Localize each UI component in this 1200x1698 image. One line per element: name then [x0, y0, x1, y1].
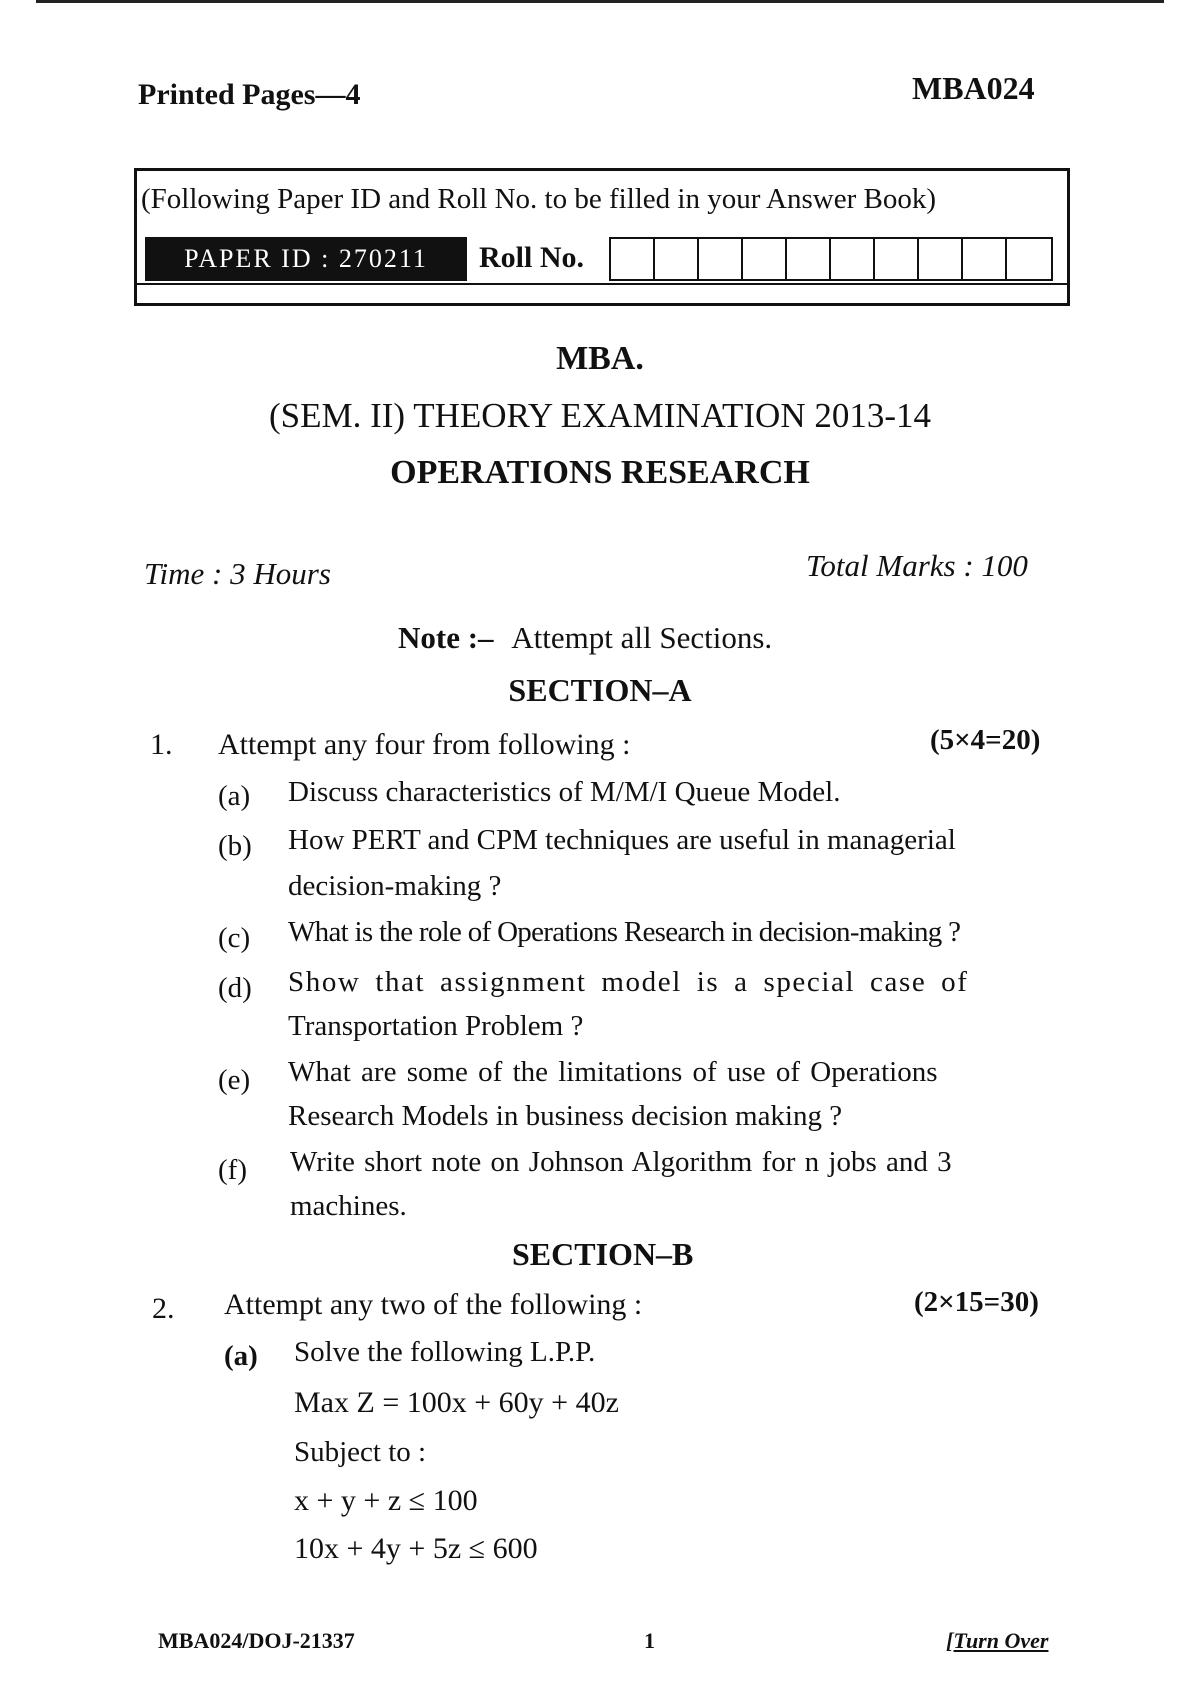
q1-marks: (5×4=20) — [930, 724, 1041, 756]
exam-time: Time : 3 Hours — [144, 556, 331, 591]
paper-id-label: PAPER ID : 270211 — [145, 237, 467, 281]
box-divider — [137, 283, 1067, 285]
q2-number: 2. — [152, 1292, 175, 1325]
paper-code: MBA024 — [912, 70, 1035, 106]
page-number: 1 — [644, 1628, 655, 1653]
q1d-text-line1: Show that assignment model is a special case of — [288, 966, 969, 998]
q2a-constraint-2: 10x + 4y + 5z ≤ 600 — [294, 1532, 538, 1565]
q1-number: 1. — [150, 728, 173, 761]
roll-digit-box[interactable] — [743, 239, 787, 279]
q1-text: Attempt any four from following : — [218, 728, 631, 761]
q2a-constraint-1: x + y + z ≤ 100 — [294, 1484, 478, 1517]
q1d-text-line2: Transportation Problem ? — [288, 1010, 584, 1042]
q1b-text-line2: decision-making ? — [288, 870, 502, 902]
top-border — [36, 0, 1164, 3]
roll-digit-box[interactable] — [919, 239, 963, 279]
note — [398, 620, 772, 656]
q2a-objective: Max Z = 100x + 60y + 40z — [294, 1386, 619, 1419]
q1e-text-line1: What are some of the limitations of use of Operations — [288, 1056, 938, 1088]
answer-book-instruction: (Following Paper ID and Roll No. to be filled in your Answer Book) — [141, 183, 936, 215]
q2a-label: (a) — [224, 1340, 258, 1372]
note-label: Note :– — [398, 620, 494, 655]
q1e-text-line2: Research Models in business decision making ? — [288, 1100, 843, 1132]
q1a-label: (a) — [218, 780, 251, 812]
q2-text: Attempt any two of the following : — [224, 1288, 643, 1321]
q2-marks: (2×15=30) — [914, 1286, 1039, 1318]
roll-digit-box[interactable] — [787, 239, 831, 279]
q1c-label: (c) — [218, 922, 251, 954]
exam-session: (SEM. II) THEORY EXAMINATION 2013-14 — [268, 396, 932, 435]
roll-digit-box[interactable] — [875, 239, 919, 279]
section-a-title: SECTION–A — [508, 672, 692, 708]
q1f-text-line1: Write short note on Johnson Algorithm for n jobs and 3 — [290, 1146, 952, 1178]
subject-title: OPERATIONS RESEARCH — [390, 454, 810, 491]
q2a-instruction: Solve the following L.P.P. — [294, 1336, 596, 1368]
roll-digit-box[interactable] — [963, 239, 1007, 279]
turn-over: [Turn Over — [946, 1628, 1049, 1653]
roll-digit-box[interactable] — [655, 239, 699, 279]
roll-no-label: Roll No. — [479, 241, 584, 274]
paper-id-box — [134, 168, 1070, 306]
q1d-label: (d) — [218, 972, 252, 1004]
total-marks: Total Marks : 100 — [806, 548, 1028, 583]
q1e-label: (e) — [218, 1064, 251, 1096]
q2a-subject-to: Subject to : — [294, 1436, 427, 1468]
q1b-text-line1: How PERT and CPM techniques are useful in managerial — [288, 824, 956, 856]
q1c-text: What is the role of Operations Research in decision-making ? — [288, 916, 961, 948]
roll-digit-box[interactable] — [1007, 239, 1051, 279]
q1b-label: (b) — [218, 830, 252, 862]
roll-digit-box[interactable] — [699, 239, 743, 279]
degree-title: MBA. — [556, 340, 644, 377]
note-text: Attempt all Sections. — [511, 620, 773, 655]
printed-pages: Printed Pages—4 — [138, 78, 361, 111]
roll-no-boxes[interactable] — [609, 237, 1053, 281]
footer-code: MBA024/DOJ-21337 — [158, 1628, 355, 1653]
q1a-text: Discuss characteristics of M/M/I Queue Model. — [288, 776, 841, 808]
q1f-label: (f) — [218, 1154, 247, 1186]
roll-digit-box[interactable] — [611, 239, 655, 279]
q1f-text-line2: machines. — [290, 1190, 407, 1222]
section-b-title: SECTION–B — [512, 1236, 694, 1272]
roll-digit-box[interactable] — [831, 239, 875, 279]
